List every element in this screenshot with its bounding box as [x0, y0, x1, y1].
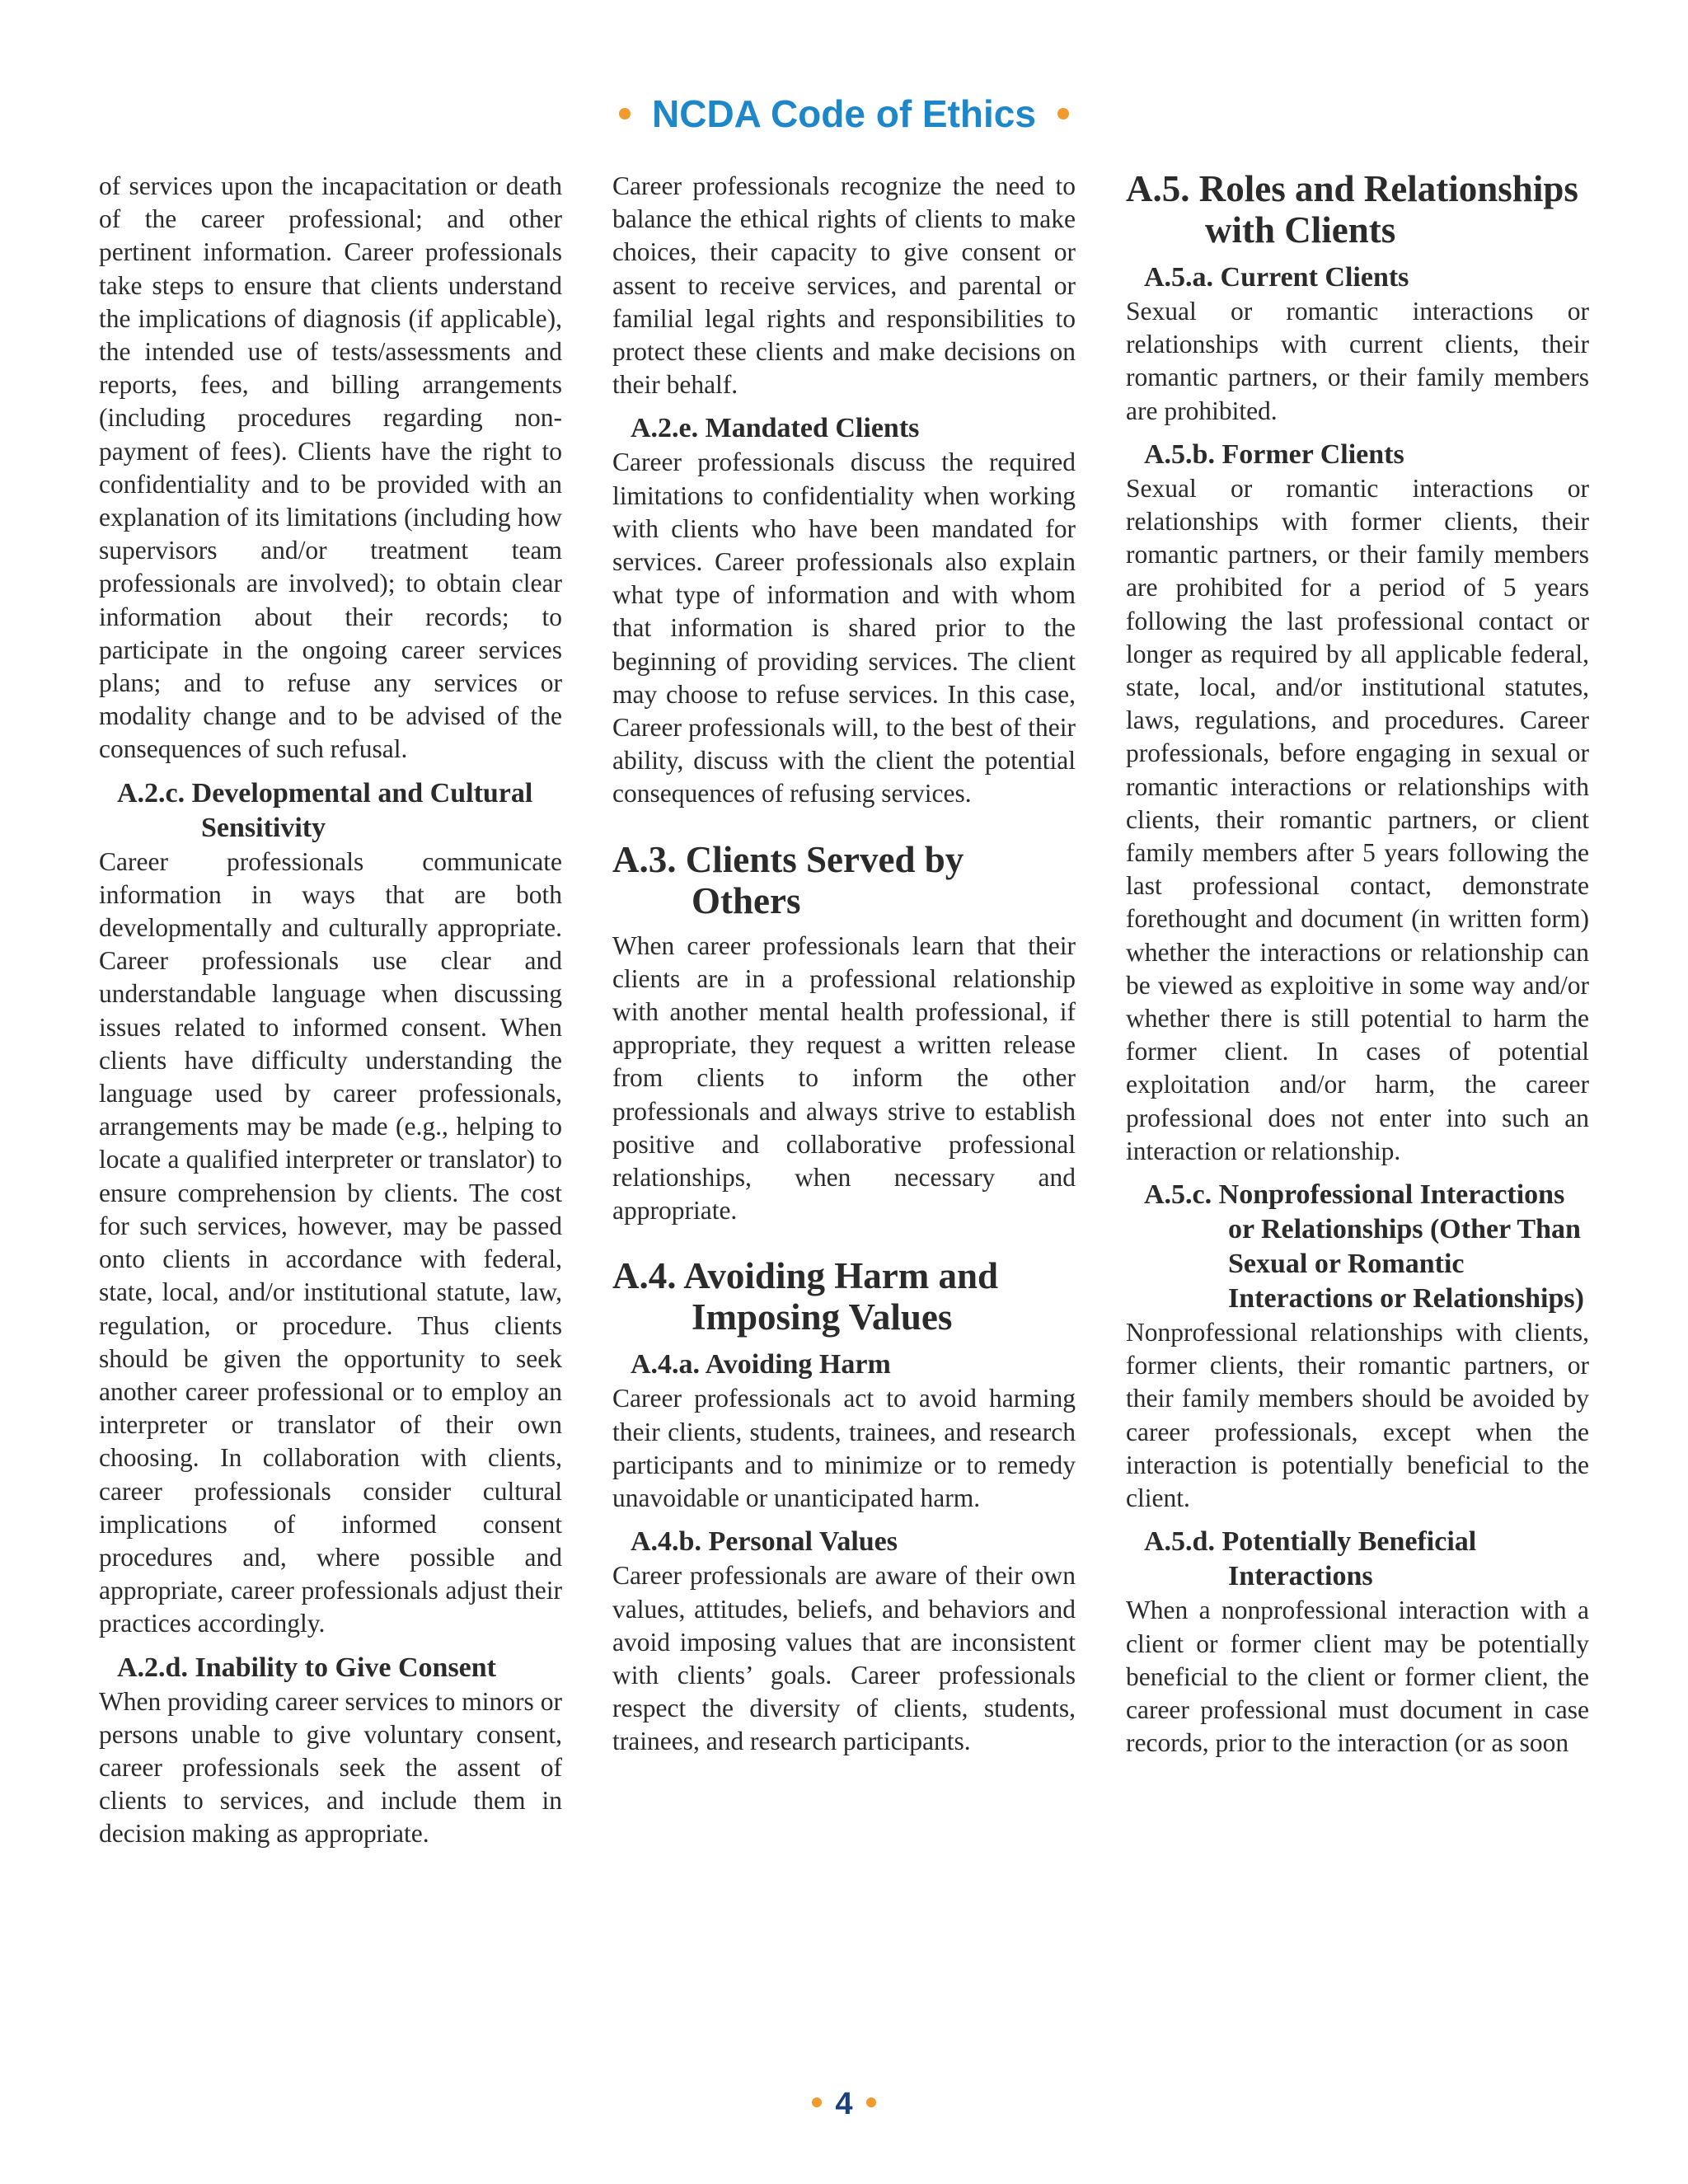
header-title: NCDA Code of Ethics	[652, 92, 1036, 135]
bullet-dot-icon	[619, 108, 631, 120]
section-heading-a4: A.4. Avoiding Harm and Imposing Values	[612, 1255, 998, 1338]
subsection-heading-a2c	[99, 776, 562, 846]
subsection-heading-a5d	[1126, 1525, 1589, 1594]
subsection-heading-a4a: A.4.a. Avoiding Harm	[631, 1349, 891, 1380]
section-heading-a5: A.5. Roles and Relationships with Clients	[1126, 168, 1578, 251]
paragraph: Career professionals recognize the need to balance the ethical rights of clients to make choices, their capacity to give consent or assent to receive services, and parental or familial legal rights and responsibilities to protect these clients and make decisions on their behalf.	[612, 171, 1076, 400]
subsection-heading-a5b: A.5.b. Former Clients	[1144, 438, 1404, 470]
paragraph: of services upon the incapacitation or death of the career professional; and other pertinent information. Career professionals take steps to ensure that clients understand the implications of diagnosis (if applicable), the intended use of tests/assessments and reports, fees, and billing arrangements (including procedures regarding non-payment of fees). Clients have the right to confidentiality and to be provided with an explanation of its limitations (including how supervisors and/or treatment team professionals are involved); to obtain clear information about their records; to participate in the ongoing career services plans; and to refuse any services or modality change and to be advised of the consequences of such refusal.	[99, 171, 562, 764]
paragraph: Nonprofessional relationships with clients, former clients, their romantic partners, or their family members should be avoided by career professionals, except when the interaction is potentially beneficial to the client.	[1126, 1318, 1589, 1513]
subsection-title: Developmental and Cultural Sensitivity	[191, 777, 533, 843]
subsection-heading-a4b: A.4.b. Personal Values	[631, 1526, 898, 1558]
subsection-heading-a5c	[1126, 1178, 1589, 1316]
subsection-heading-a2e: A.2.e. Mandated Clients	[631, 413, 920, 444]
subsection-heading-a2d: A.2.d. Inability to Give Consent	[117, 1652, 496, 1683]
subsection-number: A.2.c.	[117, 777, 185, 808]
subsection-number: A.5.d.	[1144, 1526, 1215, 1558]
subsection-title: Potentially Beneficial Interactions	[1221, 1526, 1477, 1592]
bullet-dot-icon	[866, 2097, 876, 2107]
subsection-heading-a5a: A.5.a. Current Clients	[1144, 262, 1409, 293]
paragraph: Career professionals act to avoid harming their clients, students, trainees, and research participants and to minimize or to remedy unavoidable or unanticipated harm.	[612, 1384, 1076, 1513]
bullet-dot-icon	[1057, 108, 1069, 120]
column-right	[1126, 168, 1589, 1760]
bullet-dot-icon	[812, 2097, 822, 2107]
page-header	[0, 89, 1688, 138]
paragraph: When a nonprofessional interaction with a client or former client may be potentially beneficial to the client or former client, the career professional must document in case records, prior to the interaction (or as soon	[1126, 1596, 1589, 1758]
section-heading-a3: A.3. Clients Served by Others	[612, 838, 964, 921]
column-middle	[612, 170, 1076, 1759]
paragraph: Career professionals are aware of their own values, attitudes, beliefs, and behaviors and avoid imposing values that are inconsistent with clients’ goals. Career professionals respect the diversity of clients, students, trainees, and research participants.	[612, 1561, 1076, 1756]
paragraph: Career professionals discuss the required limitations to confidentiality when working with clients who have been mandated for services. Career professionals also explain what type of information and with whom that information is shared prior to the beginning of providing services. The client may choose to refuse services. In this case, Career professionals will, to the best of their ability, discuss with the client the potential consequences of refusing services.	[612, 448, 1076, 808]
column-left	[99, 170, 562, 1851]
subsection-title: Nonprofessional Interactions or Relationships (Other Than Sexual or Romantic Interactions or Relationships)	[1218, 1179, 1584, 1315]
paragraph: When career professionals learn that their clients are in a professional relationship with another mental health professional, if appropriate, they request a written release from clients to inform the other professionals and always strive to establish positive and collaborative professional relationships, when necessary and appropriate.	[612, 930, 1076, 1226]
paragraph: Career professionals communicate information in ways that are both developmentally and culturally appropriate. Career professionals use clear and understandable language when discussing issues related to informed consent. When clients have difficulty understanding the language used by career professionals, arrangements may be made (e.g., helping to locate a qualified interpreter or translator) to ensure comprehension by clients. The cost for such services, however, may be passed onto clients in accordance with federal, state, local, and/or institutional statute, law, regulation, or procedure. Thus clients should be given the opportunity to seek another career professional or to employ an interpreter or translator of their own choosing. In collaboration with clients, career professionals consider cultural implications of informed consent procedures and, where possible and appropriate, career professionals adjust their practices accordingly.	[99, 846, 562, 1638]
paragraph: Sexual or romantic interactions or relationships with current clients, their romantic partners, or their family members are prohibited.	[1126, 297, 1589, 425]
subsection-number: A.5.c.	[1144, 1179, 1212, 1211]
paragraph: Sexual or romantic interactions or relationships with former clients, their romantic partners, or their family members are prohibited for a period of 5 years following the last professional contact or longer as required by all applicable federal, state, local, and/or institutional statutes, laws, regulations, and procedures. Career professionals, before engaging in sexual or romantic interactions or relationships with clients, their romantic partners, or client family members after 5 years following the last professional contact, demonstrate forethought and document (in written form) whether the interactions or relationship can be viewed as exploitive in some way and/or whether there is still potential to harm the former client. In cases of potential exploitation and/or harm, the career professional does not enter into such an interaction or relationship.	[1126, 473, 1589, 1165]
page-footer	[0, 2085, 1688, 2123]
paragraph: When providing career services to minors or persons unable to give voluntary consent, career professionals seek the assent of clients to services, and include them in decision making as appropriate.	[99, 1686, 562, 1849]
page-number: 4	[835, 2087, 853, 2121]
